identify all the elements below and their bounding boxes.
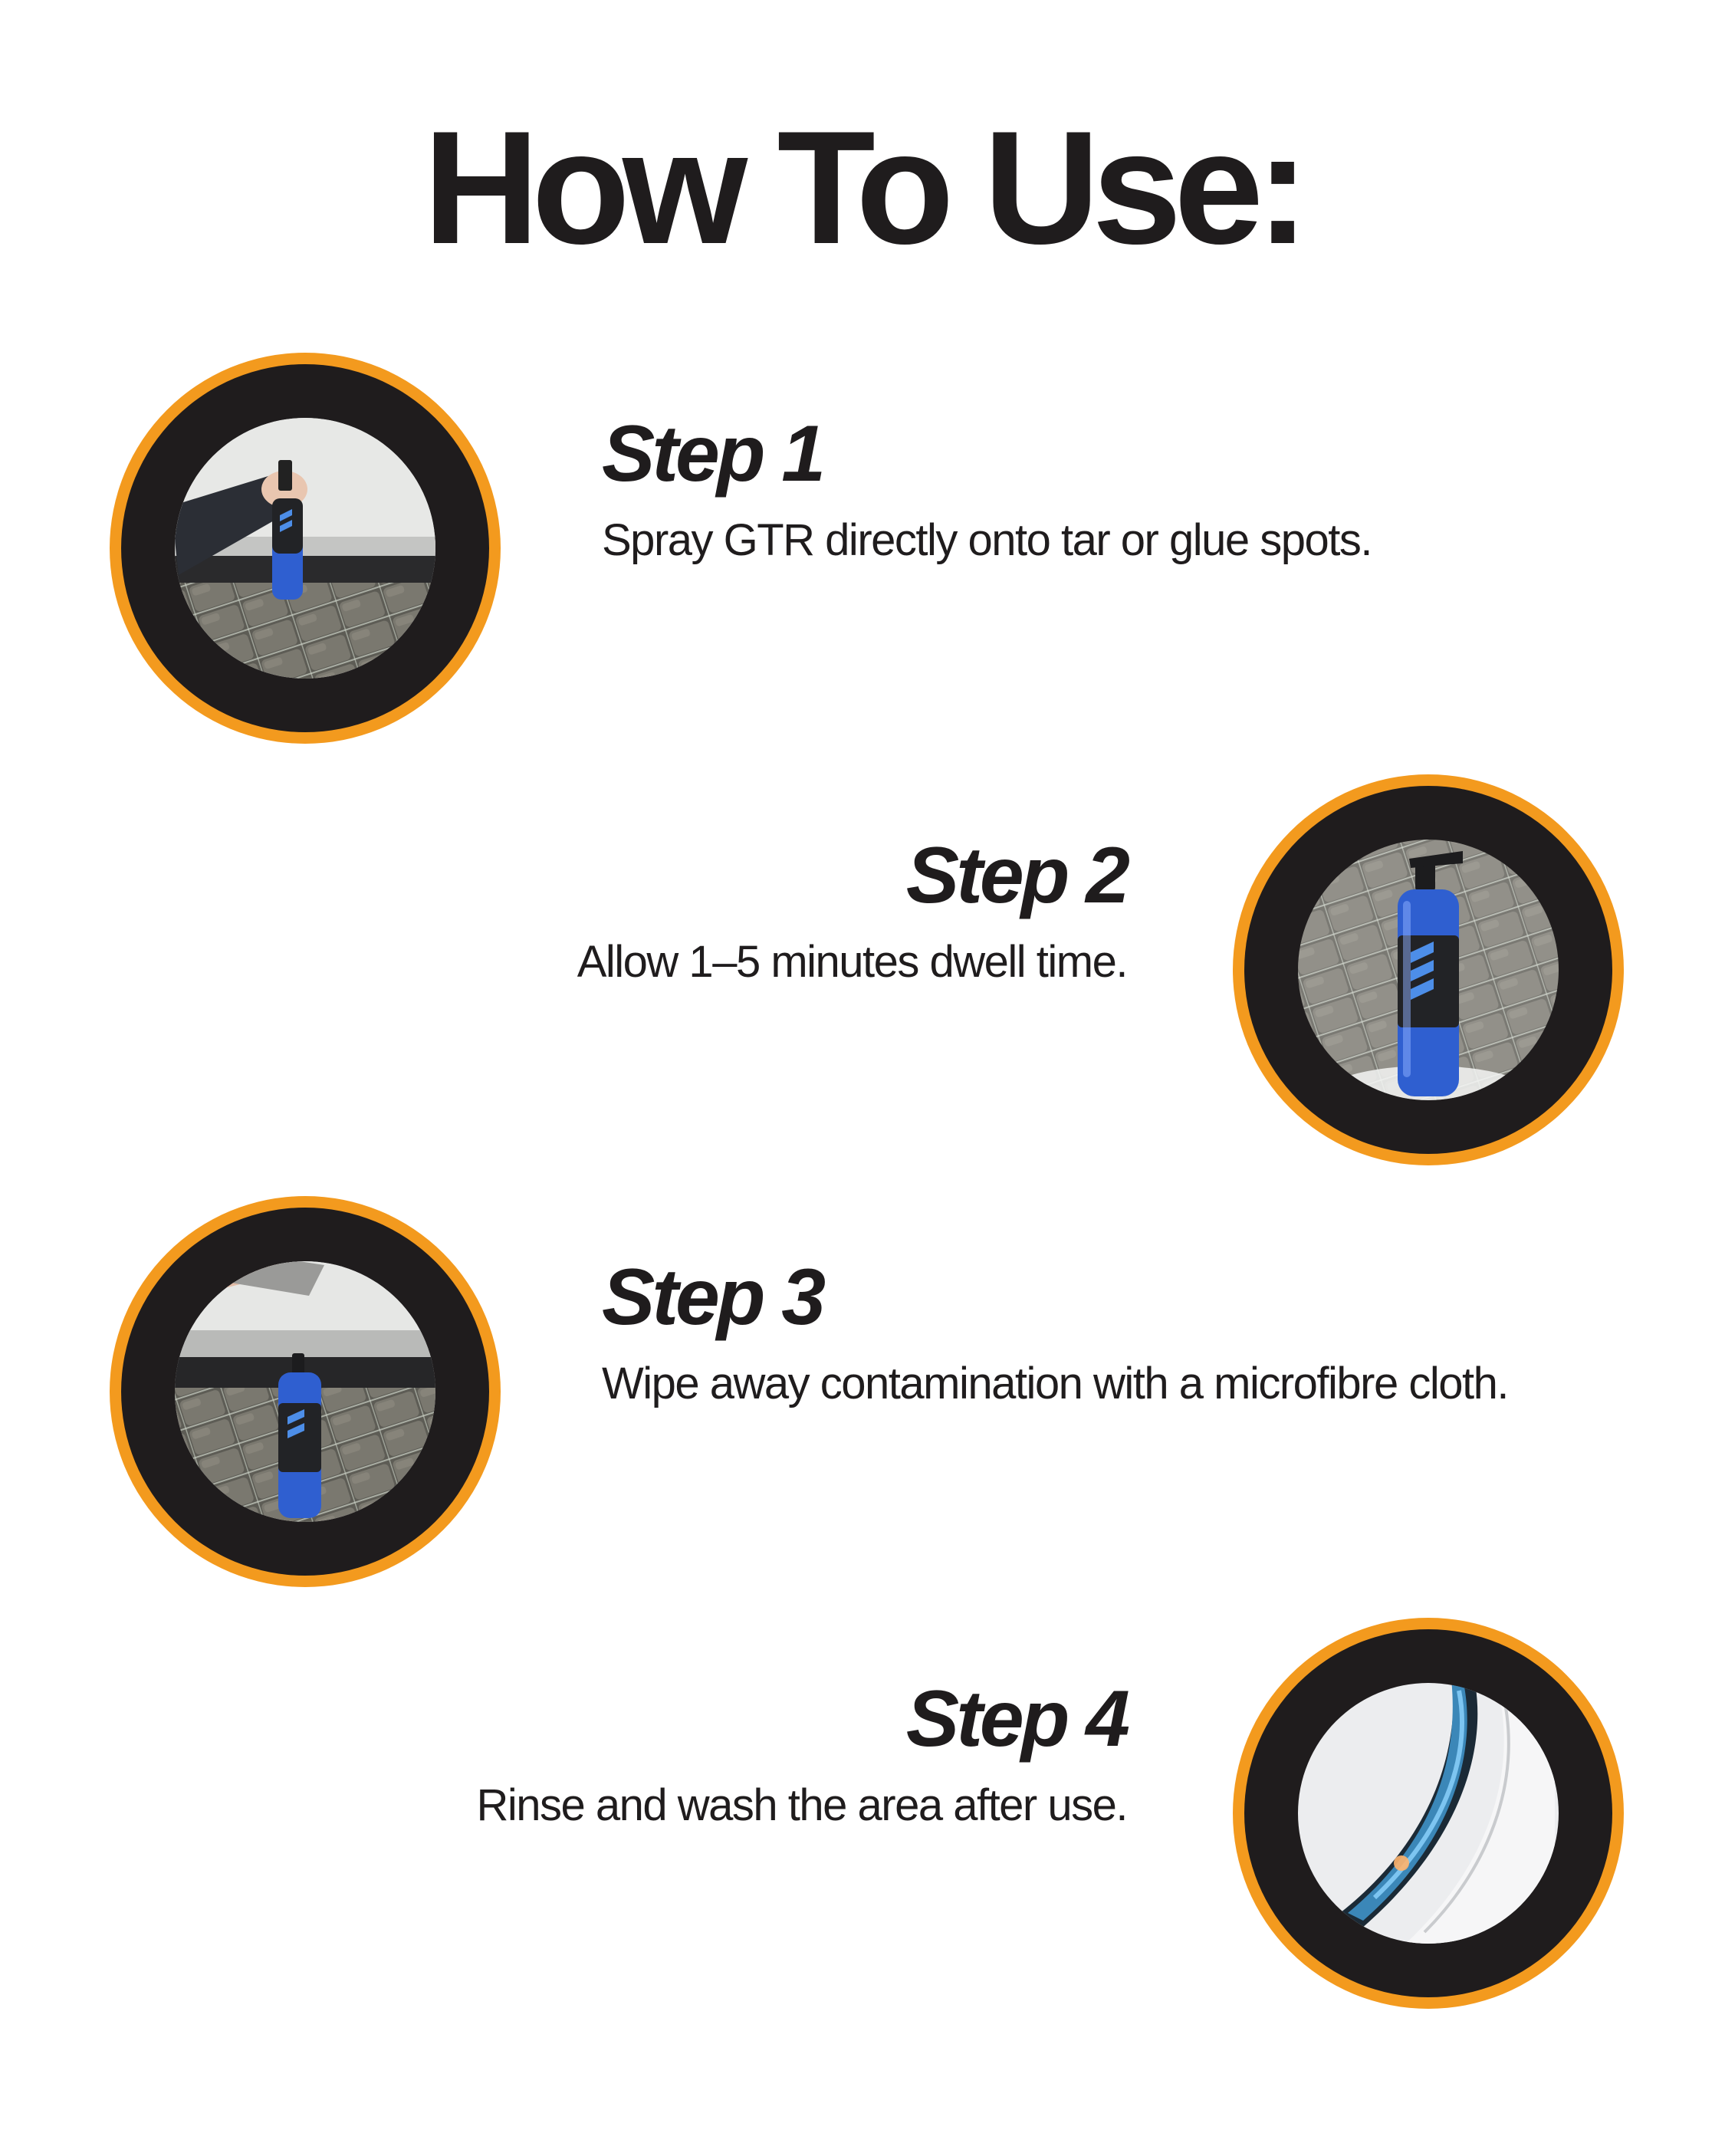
step-1-text	[602, 409, 1614, 569]
step-3-photo	[110, 1196, 501, 1587]
step-2-text	[115, 831, 1127, 991]
step-1-photo	[110, 353, 501, 744]
step-4-heading: Step 4	[905, 1675, 1127, 1763]
step-3-heading: Step 3	[602, 1253, 823, 1342]
step-2-description: Allow 1–5 minutes dwell time.	[577, 937, 1127, 987]
step-4-photo	[1233, 1618, 1624, 2009]
step-1-heading: Step 1	[602, 409, 823, 498]
step-1-description: Spray GTR directly onto tar or glue spots.	[602, 515, 1372, 565]
step-2-heading: Step 2	[905, 831, 1127, 920]
step-3-text	[602, 1253, 1614, 1412]
step-3-description: Wipe away contamination with a microfibre cloth.	[602, 1359, 1508, 1408]
step-4-text	[115, 1675, 1127, 1834]
page-title: How To Use:	[422, 97, 1303, 278]
step-4-description: Rinse and wash the area after use.	[476, 1780, 1127, 1830]
step-2-photo	[1233, 774, 1624, 1165]
